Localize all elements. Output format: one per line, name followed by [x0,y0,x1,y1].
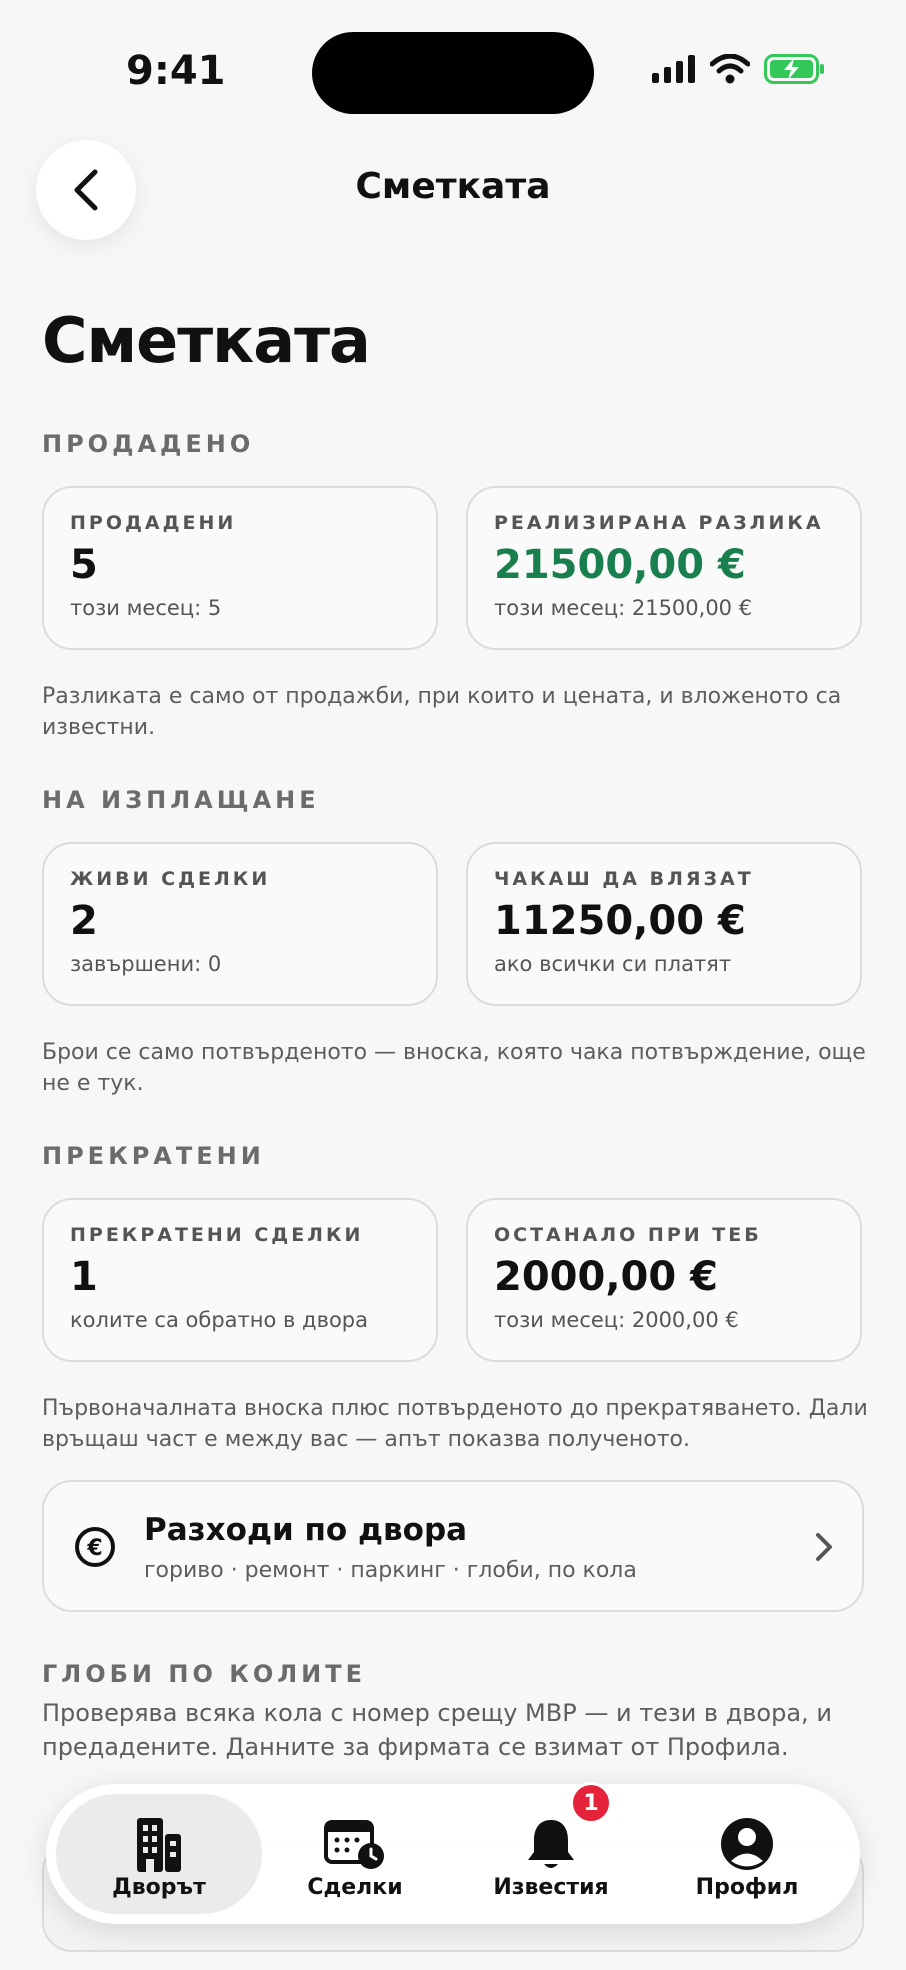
card-value: 1 [70,1254,98,1300]
cellular-signal-icon [652,55,696,83]
card-subtext: завършени: 0 [70,952,222,976]
status-bar [0,0,906,140]
card-value: 2 [70,898,98,944]
card-label: ЖИВИ СДЕЛКИ [70,868,271,890]
euro-icon [74,1526,116,1568]
card-label: РЕАЛИЗИРАНА РАЗЛИКА [494,512,824,534]
wifi-icon [710,54,750,84]
card-subtext: този месец: 5 [70,596,222,620]
bell-icon [524,1816,578,1874]
live-deals-card [42,842,438,1006]
sold-note: Разликата е само от продажби, при които и цената, и вложеното са известни. [42,684,842,740]
card-value: 5 [70,542,98,588]
card-subtext: ако всички си платят [494,952,732,976]
card-label: ОСТАНАЛО ПРИ ТЕБ [494,1224,762,1246]
card-label: ПРОДАДЕНИ [70,512,237,534]
card-value: 2000,00 € [494,1254,718,1300]
card-subtext: този месец: 21500,00 € [494,596,753,620]
section-label-fines: ГЛОБИ ПО КОЛИТЕ [42,1660,367,1688]
awaiting-payments-card [466,842,862,1006]
page-title: Сметката [42,304,370,377]
card-label: ПРЕКРАТЕНИ СДЕЛКИ [70,1224,364,1246]
tab-profile[interactable] [644,1794,850,1914]
dynamic-island [312,32,594,114]
sold-count-card [42,486,438,650]
notification-badge: 1 [570,1782,612,1824]
person-icon [719,1816,775,1872]
yard-expenses-button[interactable] [42,1480,864,1612]
card-subtext: този месец: 2000,00 € [494,1308,739,1332]
expenses-subtitle: гориво · ремонт · паркинг · глоби, по кола [144,1558,637,1583]
fines-note: Проверява всяка кола с номер срещу МВР — и тези в двора, и предадените. Данните за фирмата се взимат от Профила. [42,1699,832,1761]
expenses-title: Разходи по двора [144,1512,468,1548]
header-title: Сметката [355,166,551,207]
chevron-right-icon [814,1532,834,1562]
tab-bar [46,1784,860,1924]
terminated-deals-card [42,1198,438,1362]
card-subtext: колите са обратно в двора [70,1308,368,1332]
tab-label: Профил [695,1875,799,1900]
realized-difference-card [466,486,862,650]
section-label-payout: НА ИЗПЛАЩАНЕ [42,786,320,814]
calendar-clock-icon [323,1816,387,1870]
section-label-sold: ПРОДАДЕНО [42,430,255,458]
status-icons [652,54,826,84]
tab-label: Сделки [307,1875,403,1900]
building-icon [133,1816,185,1874]
payout-note: Брои се само потвърденото — вноска, която чака потвърждение, още не е тук. [42,1040,866,1096]
section-label-terminated: ПРЕКРАТЕНИ [42,1142,265,1170]
svg-text:€: € [87,1536,103,1561]
remaining-with-you-card [466,1198,862,1362]
card-label: ЧАКАШ ДА ВЛЯЗАТ [494,868,754,890]
status-time: 9:41 [126,48,226,94]
terminated-note: Първоначалната вноска плюс потвърденото до прекратяването. Дали връщаш част е между вас — апът показва полученото. [42,1396,868,1452]
tab-yard[interactable] [56,1794,262,1914]
tab-label: Дворът [112,1875,206,1900]
tab-deals[interactable] [252,1794,458,1914]
battery-charging-icon [764,54,826,84]
card-value: 11250,00 € [494,898,746,944]
card-value: 21500,00 € [494,542,746,588]
tab-label: Известия [493,1875,609,1900]
tab-notifications[interactable] [448,1794,654,1914]
